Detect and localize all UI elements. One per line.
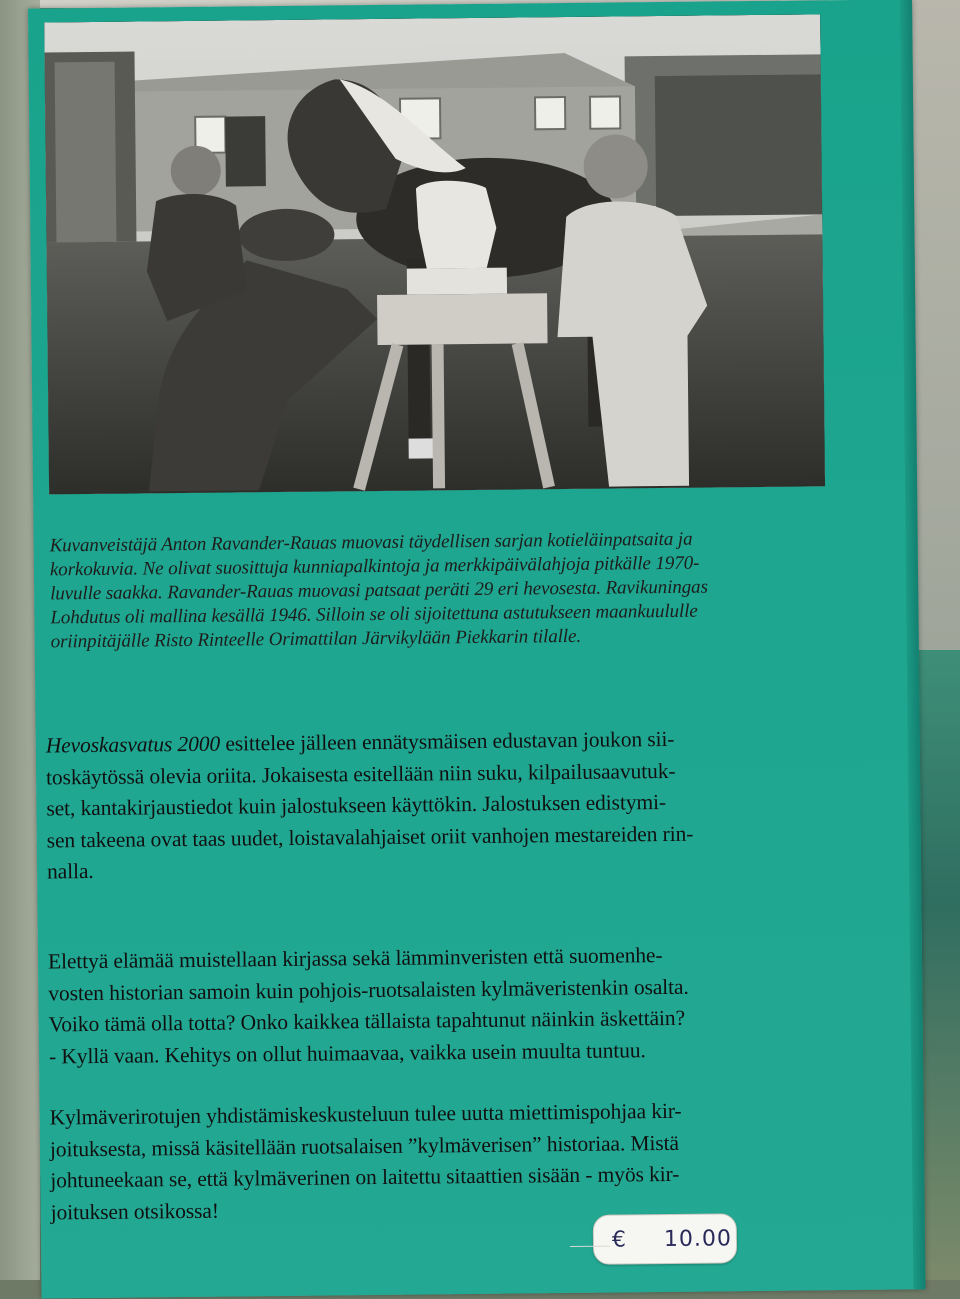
paragraph-line-text: esittelee jälleen ennätysmäisen edustavan joukon sii-	[219, 726, 675, 756]
paragraph-line: joituksen otsikossa!	[50, 1198, 219, 1224]
paragraph-line: nalla.	[46, 858, 94, 884]
paragraph-line: - Kyllä vaan. Kehitys on ollut huimaavaa, vaikka usein muulta tuntuu.	[48, 1037, 646, 1068]
paragraph-line: toskäytössä olevia oriita. Jokaisesta esitellään niin suku, kilpailusaavutuk-	[45, 758, 676, 789]
description-paragraph-1	[46, 722, 838, 888]
paragraph-line: set, kantakirjaustiedot kuin jalostukseen käyttökin. Jalostuksen edistymi-	[46, 789, 667, 821]
paragraph-line: vosten historian samoin kuin pohjois-ruotsalaisten kylmäveristenkin osalta.	[48, 974, 689, 1005]
price-sticker	[593, 1213, 738, 1265]
caption-line: luvulle saakka. Ravander-Rauas muovasi patsaat peräti 29 eri hevosesta. Ravikuningas	[50, 576, 708, 605]
price-value: 10.00	[663, 1226, 733, 1253]
currency-symbol: €	[611, 1227, 627, 1253]
photo-illustration	[44, 14, 825, 494]
paragraph-line: johtuneekaan se, että kylmäverinen on laitettu sitaattien sisään - myös kir-	[50, 1161, 680, 1193]
paragraph-line: Elettyä elämää muistellaan kirjassa sekä lämminveristen että suomenhe-	[47, 943, 663, 974]
caption-line: Lohdutus oli mallina kesällä 1946. Silloin se oli sijoitettuna astutukseen maankuululle	[50, 600, 698, 629]
book-title: Hevoskasvatus 2000	[45, 731, 221, 758]
photo-caption	[50, 526, 823, 654]
description-paragraph-2	[48, 938, 839, 1072]
sticker-edge-line	[570, 1246, 610, 1247]
book-back-cover	[28, 0, 925, 1299]
caption-line: korkokuvia. Ne olivat suosittuja kunniapalkintoja ja merkkipäivälahjoja pitkälle 1970-	[49, 552, 700, 581]
cover-photo	[44, 14, 825, 494]
description-paragraph-3	[49, 1094, 840, 1228]
paragraph-line: joituksesta, missä käsitellään ruotsalaisen ”kylmäverisen” historiaa. Mistä	[49, 1130, 680, 1161]
paragraph-line: Voiko tämä olla totta? Onko kaikkea tällaista tapahtunut näinkin äskettäin?	[48, 1005, 686, 1037]
paragraph-line: Kylmäverirotujen yhdistämiskeskusteluun tulee uutta miettimispohjaa kir-	[49, 1098, 682, 1130]
caption-line: oriinpitäjälle Risto Rinteelle Orimattilan Järvikylään Piekkarin tilalle.	[50, 625, 582, 653]
caption-line: Kuvanveistäjä Anton Ravander-Rauas muovasi täydellisen sarjan kotieläinpatsaita ja	[49, 528, 693, 557]
paragraph-line: sen takeena ovat taas uudet, loistavalahjaiset oriit vanhojen mestareiden rin-	[46, 821, 694, 852]
